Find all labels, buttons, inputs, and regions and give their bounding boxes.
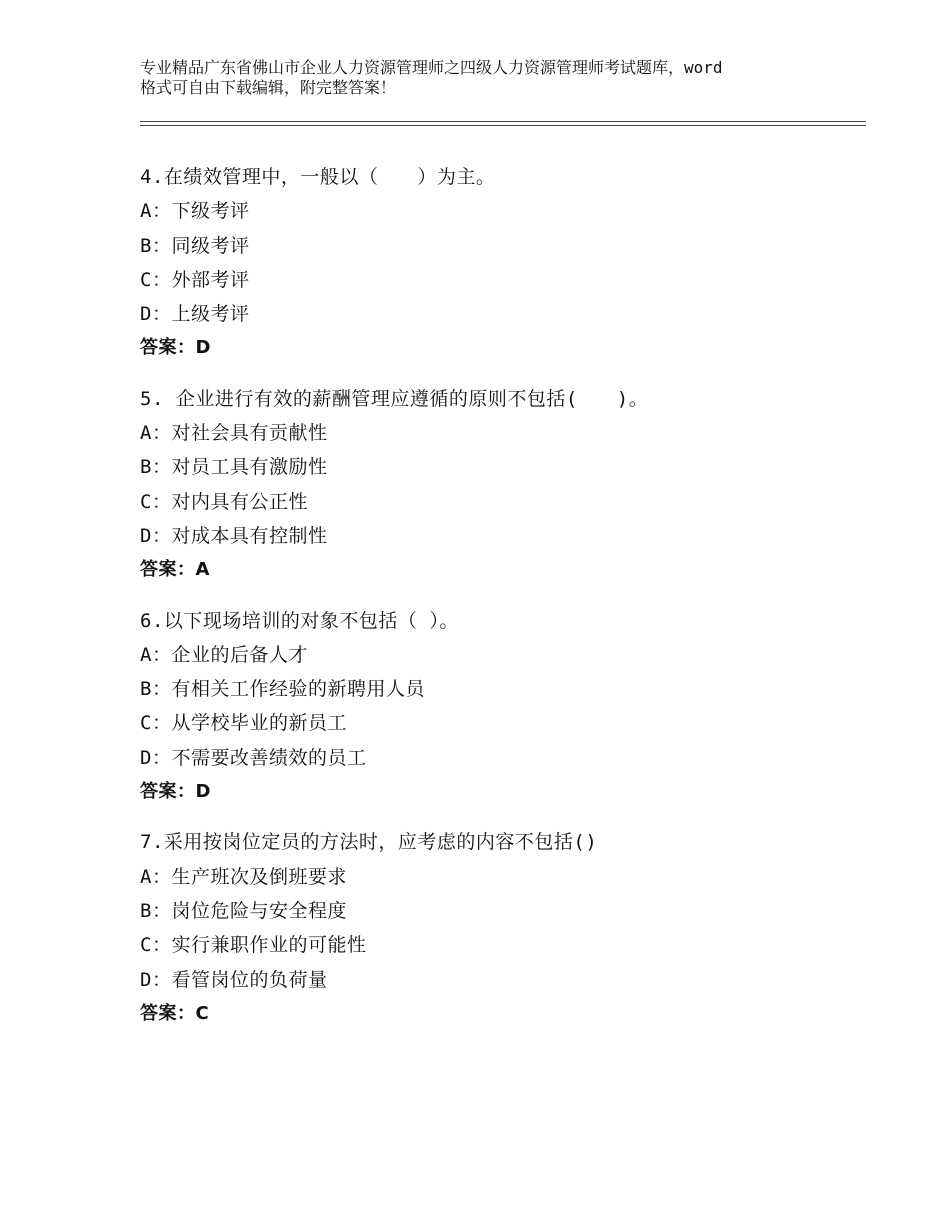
answer-label: 答案：A <box>140 559 210 581</box>
question-stem: 7.采用按岗位定员的方法时，应考虑的内容不包括() <box>140 831 598 854</box>
option-a: A：生产班次及倒班要求 <box>140 865 347 888</box>
option-d: D：上级考评 <box>140 303 250 326</box>
header-title-line-1: 专业精品广东省佛山市企业人力资源管理师之四级人力资源管理师考试题库，word <box>140 58 723 77</box>
option-d: D：对成本具有控制性 <box>140 524 328 547</box>
option-b: B：同级考评 <box>140 234 250 257</box>
question-4 <box>140 160 860 366</box>
question-stem: 6.以下现场培训的对象不包括（ ）。 <box>140 609 459 632</box>
document-header <box>140 58 830 98</box>
option-a: A：对社会具有贡献性 <box>140 422 328 445</box>
question-stem: 5. 企业进行有效的薪酬管理应遵循的原则不包括( )。 <box>140 387 649 410</box>
answer-label: 答案：D <box>140 337 211 359</box>
option-a: A：企业的后备人才 <box>140 643 308 666</box>
option-c: C：对内具有公正性 <box>140 490 308 513</box>
option-b: B：有相关工作经验的新聘用人员 <box>140 678 425 701</box>
answer-label: 答案：D <box>140 781 211 803</box>
option-c: C：外部考评 <box>140 268 250 291</box>
question-stem: 4.在绩效管理中，一般以（ ）为主。 <box>140 166 496 188</box>
option-b: B：对员工具有激励性 <box>140 456 328 479</box>
option-d: D：不需要改善绩效的员工 <box>140 746 367 769</box>
question-6 <box>140 604 860 810</box>
header-divider <box>140 121 866 126</box>
option-a: A：下级考评 <box>140 200 250 223</box>
answer-label: 答案：C <box>140 1002 210 1024</box>
option-d: D：看管岗位的负荷量 <box>140 968 328 991</box>
header-title-line-2: 格式可自由下载编辑，附完整答案！ <box>140 78 397 97</box>
question-7 <box>140 825 860 1031</box>
question-list <box>140 160 860 1047</box>
option-c: C：从学校毕业的新员工 <box>140 712 347 735</box>
question-5 <box>140 382 860 588</box>
option-b: B：岗位危险与安全程度 <box>140 899 347 922</box>
option-c: C：实行兼职作业的可能性 <box>140 934 367 957</box>
